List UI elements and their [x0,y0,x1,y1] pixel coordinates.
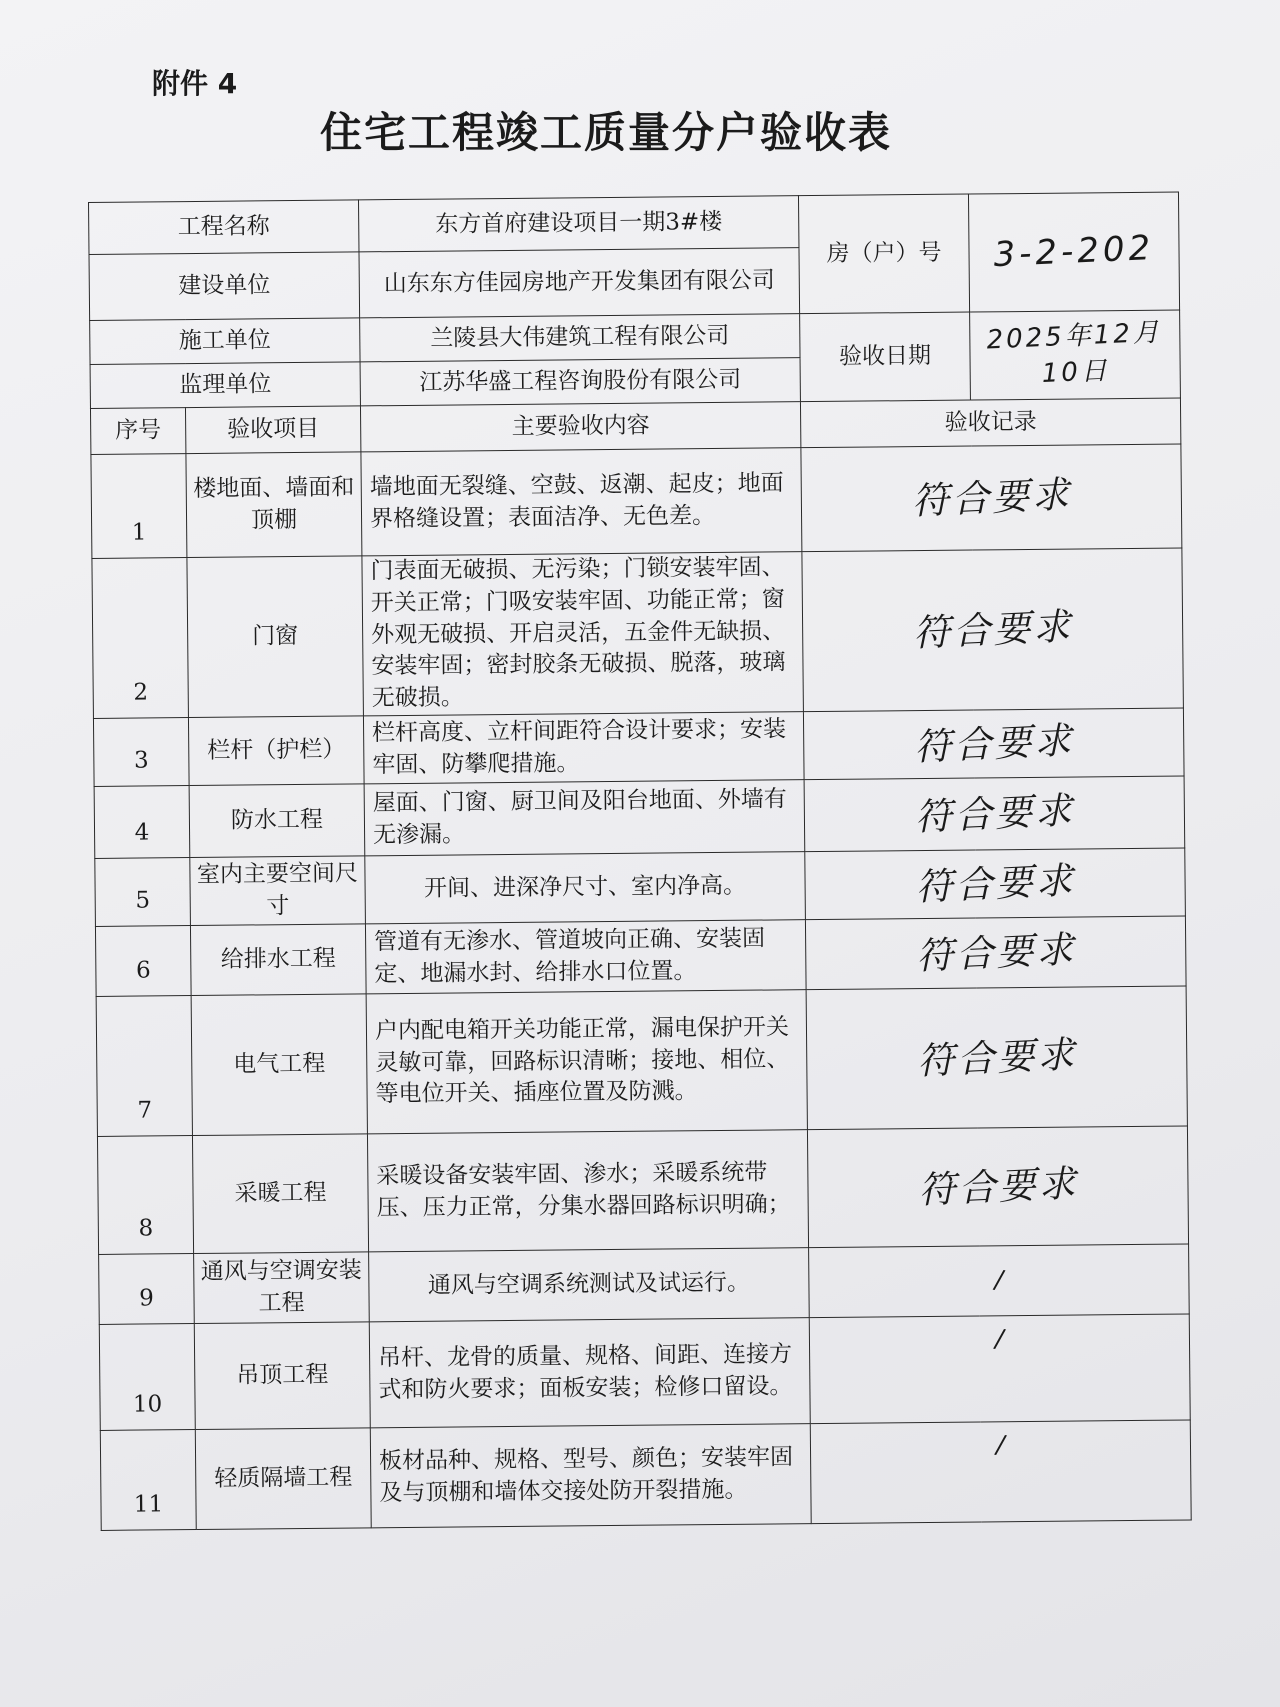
table-row [99,1244,1190,1324]
row-content: 板材品种、规格、型号、颜色；安装牢固及与顶棚和墙体交接处防开裂措施。 [370,1424,811,1528]
header-record: 验收记录 [800,398,1180,448]
supervisor-value: 江苏华盛工程咨询股份有限公司 [360,358,800,406]
row-no: 1 [91,454,187,559]
row-no: 11 [100,1430,196,1531]
record-handwritten: 符合要求 [912,718,1075,769]
row-record [801,444,1182,552]
table-row [92,548,1183,718]
builder-label: 建设单位 [89,252,360,321]
table-row [91,444,1182,558]
acceptance-date-handwritten: 2025年12月10日 [985,317,1163,389]
contractor-value: 兰陵县大伟建筑工程有限公司 [360,314,800,362]
row-record [809,1314,1190,1424]
info-row-project [89,192,1179,254]
row-record [803,708,1184,780]
row-content: 开间、进深净尺寸、室内净高。 [365,852,806,924]
table-row [95,916,1186,996]
record-handwritten: 符合要求 [914,927,1077,978]
table-row [93,708,1184,786]
row-no: 7 [96,996,192,1137]
row-content: 门表面无破损、无污染；门锁安装牢固、开关正常；门吸安装牢固、功能正常；窗外观无破损、开启灵活，五金件无缺损、 安装牢固；密封胶条无破损、脱落，玻璃无破损。 [362,552,804,716]
row-no: 2 [92,558,189,719]
row-record [804,776,1185,852]
row-item: 栏杆（护栏） [188,716,364,786]
row-record [810,1420,1191,1524]
table-row [97,1126,1188,1254]
header-item: 验收项目 [185,406,360,454]
record-handwritten: 符合要求 [914,858,1076,909]
table-row [95,848,1186,926]
row-item: 门窗 [187,556,364,718]
row-item: 楼地面、墙面和顶棚 [186,452,362,558]
table-row [96,986,1187,1136]
row-no: 9 [99,1254,195,1325]
record-slash-mark: / [993,1429,1008,1461]
record-handwritten: 符合要求 [913,788,1076,839]
acceptance-form [88,192,1191,1574]
header-content: 主要验收内容 [360,402,800,452]
table-row [94,776,1185,858]
table-row [100,1420,1191,1530]
record-slash-mark: / [992,1323,1007,1355]
row-content: 屋面、门窗、厨卫间及阳台地面、外墙有无渗漏。 [364,780,805,856]
row-item: 轻质隔墙工程 [195,1428,371,1530]
acceptance-table [88,192,1192,1531]
row-no: 5 [95,858,191,927]
record-handwritten: 符合要求 [911,604,1074,655]
row-no: 8 [97,1136,193,1255]
row-record [807,1126,1188,1248]
row-no: 3 [93,718,189,787]
row-record [805,916,1186,990]
row-content: 管道有无渗水、管道坡向正确、安装固定、地漏水封、给排水口位置。 [365,920,806,994]
row-item: 电气工程 [191,994,367,1136]
record-handwritten: 符合要求 [917,1161,1079,1212]
header-no: 序号 [90,408,185,455]
builder-value: 山东东方佳园房地产开发集团有限公司 [359,248,800,318]
row-content: 采暖设备安装牢固、渗水；采暖系统带压、压力正常，分集水器回路标识明确； [367,1130,808,1252]
project-name-value: 东方首府建设项目一期3#楼 [358,196,798,252]
row-item: 采暖工程 [192,1134,368,1254]
info-row-contractor [90,310,1180,364]
row-record [809,1244,1190,1318]
row-no: 4 [94,786,190,859]
row-content: 户内配电箱开关功能正常，漏电保护开关灵敏可靠，回路标识清晰；接地、相位、等电位开关、插座位置及防溅。 [366,990,807,1134]
row-item: 给排水工程 [190,924,366,996]
row-record [805,848,1186,920]
supervisor-label: 监理单位 [90,362,360,409]
record-slash-mark: / [991,1264,1007,1296]
row-content: 墙地面无裂缝、空鼓、返潮、起皮；地面界格缝设置；表面洁净、无色差。 [361,448,802,556]
row-record [806,986,1187,1130]
acceptance-date-label: 验收日期 [800,312,971,402]
row-item: 通风与空调安装工程 [194,1252,370,1324]
record-handwritten: 符合要求 [910,472,1073,523]
project-name-label: 工程名称 [89,200,359,255]
table-row [99,1314,1190,1430]
acceptance-date-cell [970,310,1181,400]
row-content: 通风与空调系统测试及试运行。 [369,1248,810,1322]
attachment-label: 附件 4 [152,67,238,100]
row-item: 室内主要空间尺寸 [190,856,366,926]
document-title: 住宅工程竣工质量分户验收表 [320,108,893,157]
row-no: 6 [95,926,191,997]
row-content: 吊杆、龙骨的质量、规格、间距、连接方式和防火要求；面板安装；检修口留设。 [369,1318,810,1428]
row-no: 10 [99,1324,195,1431]
row-item: 吊顶工程 [194,1322,370,1430]
row-item: 防水工程 [189,784,365,858]
contractor-label: 施工单位 [90,318,360,365]
row-content: 栏杆高度、立杆间距符合设计要求；安装牢固、防攀爬措施。 [363,712,804,784]
room-no-cell [968,192,1179,312]
room-no-label: 房（户）号 [798,194,969,314]
record-handwritten: 符合要求 [915,1032,1078,1083]
room-no-handwritten: 3-2-202 [992,228,1156,276]
row-record [802,548,1184,712]
